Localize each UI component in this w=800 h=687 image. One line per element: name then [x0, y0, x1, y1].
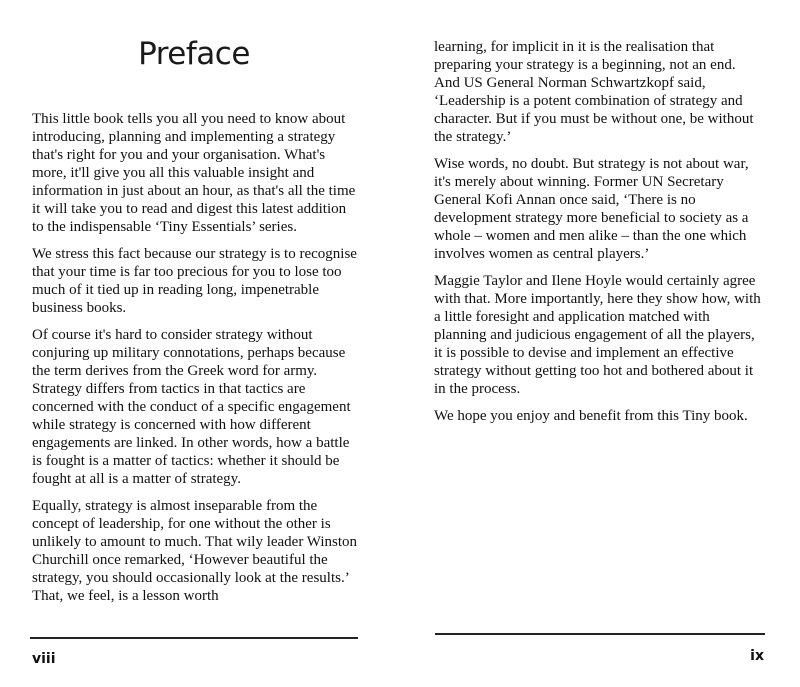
paragraph: We stress this fact because our strategy is to recognise that your time is far too precious for you to lose too much of it tied up in reading long, impenetrable business books. — [32, 246, 357, 316]
footer-rule — [30, 637, 358, 639]
page-title: Preface — [138, 36, 250, 72]
page-number: viii — [32, 651, 56, 667]
page-number: ix — [750, 648, 764, 664]
paragraph: This little book tells you all you need to know about introducing, planning and implementing a strategy that's right for you and your organisation. What's more, it'll give you all this valuable insight and information in just about an hour, as that's all the time it will take you to read and digest this latest addition to the indispensable ‘Tiny Essentials’ series. — [32, 111, 356, 235]
paragraph: Wise words, no doubt. But strategy is not about war, it's merely about winning. Former UN Secretary General Kofi Annan once said, ‘There is no development strategy more beneficial to society as a whole – women and men alike – than the one which involves women as central players.’ — [434, 156, 749, 262]
paragraph: Maggie Taylor and Ilene Hoyle would certainly agree with that. More importantly, here they show how, with a little foresight and application matched with planning and judicious engagement of all the players, it is possible to devise and implement an effective strategy without getting too hot and bothered about it in the process. — [434, 273, 761, 397]
footer-rule — [435, 633, 765, 635]
paragraph: Equally, strategy is almost inseparable from the concept of leadership, for one without the other is unlikely to amount to much. That wily leader Winston Churchill once remarked, ‘However beautiful the strategy, you should occasionally look at the results.’ That, we feel, is a lesson worth — [32, 498, 358, 604]
paragraph: Of course it's hard to consider strategy without conjuring up military connotations, perhaps because the term derives from the Greek word for army. Strategy differs from tactics in that tactics are concerned with the conduct of a specific engagement while strategy is concerned with how different engagements are linked. In other words, how a battle is fought is a matter of tactics: whether it should be fought at all is a matter of strategy. — [32, 327, 351, 487]
right-page — [400, 0, 800, 687]
paragraph: We hope you enjoy and benefit from this Tiny book. — [434, 408, 748, 424]
left-page-body — [32, 110, 358, 614]
right-page-body — [434, 38, 764, 434]
paragraph: learning, for implicit in it is the realisation that preparing your strategy is a beginning, not an end. And US General Norman Schwartzkopf said, ‘Leadership is a potent combination of strategy and character. But if you must be without one, be without the strategy.’ — [434, 39, 754, 145]
